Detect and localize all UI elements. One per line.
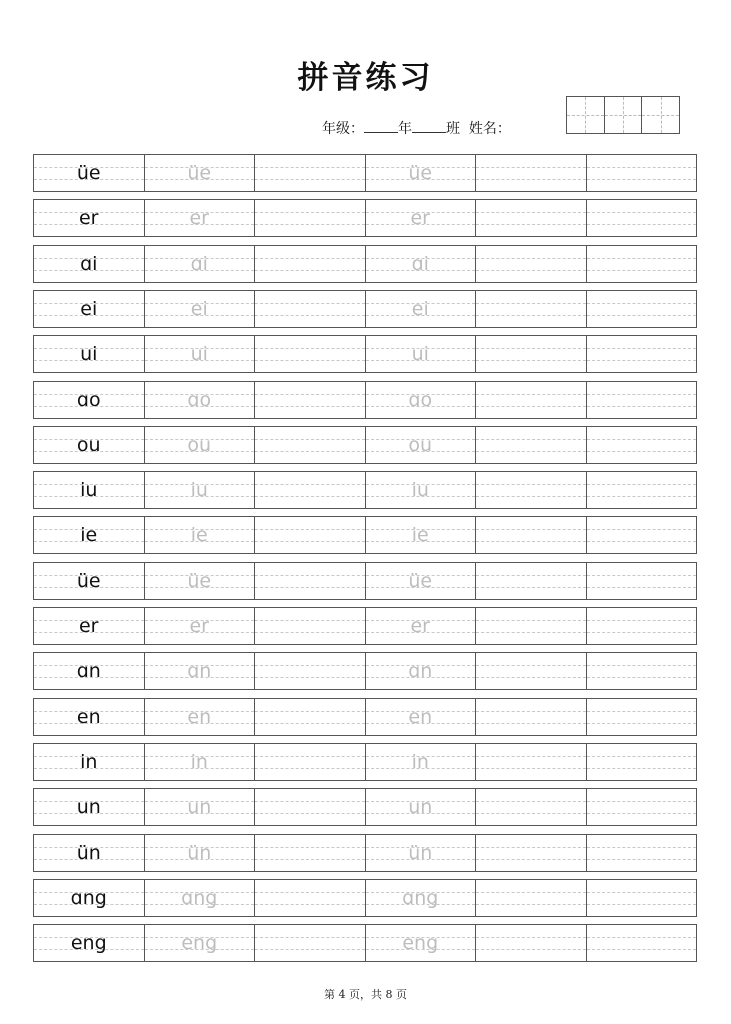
- pinyin-trace-text: iu: [190, 479, 208, 502]
- name-cell[interactable]: [605, 97, 643, 133]
- trace-cell[interactable]: [366, 382, 477, 418]
- writing-cell[interactable]: [476, 427, 587, 463]
- writing-cell[interactable]: [587, 880, 697, 916]
- model-cell: [34, 472, 145, 508]
- writing-cell[interactable]: [255, 472, 366, 508]
- trace-cell[interactable]: [366, 925, 477, 961]
- name-label: 姓名：: [468, 121, 511, 137]
- model-cell: [34, 336, 145, 372]
- trace-cell[interactable]: [366, 427, 477, 463]
- practice-row: [33, 290, 697, 328]
- writing-cell[interactable]: [587, 517, 697, 553]
- page-title: 拼音练习: [297, 60, 434, 96]
- model-cell: [34, 155, 145, 191]
- trace-cell[interactable]: [145, 427, 256, 463]
- writing-cell[interactable]: [255, 744, 366, 780]
- writing-cell[interactable]: [255, 517, 366, 553]
- pinyin-model-text: ɑo: [76, 388, 101, 411]
- pinyin-trace-text: ɑn: [187, 660, 212, 683]
- class-suffix: 班: [446, 121, 460, 137]
- writing-cell[interactable]: [255, 835, 366, 871]
- pinyin-trace-text: ou: [187, 433, 212, 456]
- pinyin-trace-text: ün: [408, 841, 433, 864]
- pinyin-trace-text: er: [189, 615, 209, 637]
- pinyin-trace-text: ui: [190, 343, 208, 366]
- model-cell: [34, 653, 145, 689]
- trace-cell[interactable]: [366, 880, 477, 916]
- trace-cell[interactable]: [366, 291, 477, 327]
- writing-cell[interactable]: [476, 336, 587, 372]
- pinyin-trace-text: ɑn: [408, 660, 433, 683]
- model-cell: [34, 699, 145, 735]
- writing-cell[interactable]: [476, 246, 587, 282]
- practice-row: [33, 924, 697, 962]
- pinyin-trace-text: üe: [408, 569, 433, 592]
- pinyin-model-text: ɑng: [70, 886, 107, 909]
- model-cell: [34, 427, 145, 463]
- pinyin-trace-text: un: [408, 796, 433, 819]
- writing-cell[interactable]: [255, 246, 366, 282]
- model-cell: [34, 744, 145, 780]
- trace-cell[interactable]: [145, 608, 256, 644]
- year-suffix: 年: [398, 121, 412, 137]
- trace-cell[interactable]: [145, 517, 256, 553]
- model-cell: [34, 835, 145, 871]
- pinyin-trace-text: un: [187, 796, 212, 819]
- writing-cell[interactable]: [476, 653, 587, 689]
- pinyin-trace-text: ün: [187, 841, 212, 864]
- writing-cell[interactable]: [587, 563, 697, 599]
- writing-cell[interactable]: [476, 835, 587, 871]
- trace-cell[interactable]: [145, 200, 256, 236]
- pinyin-trace-text: ɑi: [411, 252, 429, 275]
- trace-cell[interactable]: [366, 563, 477, 599]
- trace-cell[interactable]: [366, 835, 477, 871]
- pinyin-model-text: eng: [70, 932, 107, 955]
- writing-cell[interactable]: [476, 382, 587, 418]
- writing-cell[interactable]: [587, 699, 697, 735]
- writing-cell[interactable]: [255, 382, 366, 418]
- writing-cell[interactable]: [255, 336, 366, 372]
- pinyin-trace-text: en: [187, 705, 212, 728]
- pinyin-model-text: üe: [76, 569, 101, 592]
- pinyin-model-text: en: [76, 705, 101, 728]
- model-cell: [34, 925, 145, 961]
- writing-cell[interactable]: [476, 517, 587, 553]
- trace-cell[interactable]: [145, 880, 256, 916]
- pinyin-model-text: in: [80, 750, 98, 773]
- trace-cell[interactable]: [145, 382, 256, 418]
- writing-cell[interactable]: [255, 563, 366, 599]
- practice-row: [33, 245, 697, 283]
- practice-row: [33, 607, 697, 645]
- practice-row: [33, 879, 697, 917]
- writing-cell[interactable]: [587, 336, 697, 372]
- writing-cell[interactable]: [587, 155, 697, 191]
- trace-cell[interactable]: [145, 246, 256, 282]
- writing-cell[interactable]: [587, 608, 697, 644]
- pinyin-trace-text: er: [410, 615, 430, 637]
- writing-cell[interactable]: [587, 789, 697, 825]
- pinyin-trace-text: ɑo: [187, 388, 212, 411]
- practice-row: [33, 154, 697, 192]
- practice-row: [33, 426, 697, 464]
- writing-cell[interactable]: [255, 608, 366, 644]
- pinyin-trace-text: en: [408, 705, 433, 728]
- trace-cell[interactable]: [366, 200, 477, 236]
- pinyin-trace-text: ɑi: [190, 252, 208, 275]
- trace-cell[interactable]: [366, 608, 477, 644]
- writing-cell[interactable]: [476, 789, 587, 825]
- pinyin-trace-text: ui: [411, 343, 429, 366]
- writing-cell[interactable]: [255, 155, 366, 191]
- writing-cell[interactable]: [476, 699, 587, 735]
- writing-cell[interactable]: [587, 291, 697, 327]
- pinyin-model-text: er: [78, 207, 99, 230]
- pinyin-model-text: üe: [76, 162, 101, 184]
- writing-cell[interactable]: [255, 699, 366, 735]
- practice-row: [33, 788, 697, 826]
- writing-cell[interactable]: [255, 200, 366, 236]
- pinyin-trace-text: eng: [402, 932, 439, 955]
- trace-cell[interactable]: [145, 653, 256, 689]
- writing-cell[interactable]: [255, 789, 366, 825]
- practice-row: [33, 381, 697, 419]
- writing-cell[interactable]: [587, 200, 697, 236]
- trace-cell[interactable]: [366, 653, 477, 689]
- pinyin-trace-text: ie: [190, 524, 208, 547]
- practice-row: [33, 652, 697, 690]
- writing-cell[interactable]: [587, 925, 697, 961]
- pinyin-trace-text: iu: [411, 479, 429, 502]
- pinyin-model-text: ou: [76, 433, 101, 456]
- practice-row: [33, 516, 697, 554]
- pinyin-trace-text: üe: [408, 162, 433, 184]
- class-blank[interactable]: [412, 118, 446, 133]
- trace-cell[interactable]: [366, 472, 477, 508]
- practice-row: [33, 335, 697, 373]
- model-cell: [34, 200, 145, 236]
- writing-cell[interactable]: [587, 246, 697, 282]
- trace-cell[interactable]: [145, 835, 256, 871]
- practice-row: [33, 834, 697, 872]
- model-cell: [34, 563, 145, 599]
- writing-cell[interactable]: [476, 155, 587, 191]
- pinyin-model-text: ɑi: [80, 252, 98, 275]
- pinyin-model-text: ei: [80, 297, 98, 320]
- pinyin-trace-text: ei: [190, 297, 208, 320]
- pinyin-model-text: ɑn: [76, 660, 101, 683]
- pinyin-trace-text: ie: [411, 524, 429, 547]
- trace-cell[interactable]: [145, 336, 256, 372]
- trace-cell[interactable]: [145, 789, 256, 825]
- pinyin-trace-text: er: [410, 207, 430, 230]
- model-cell: [34, 880, 145, 916]
- trace-cell[interactable]: [145, 699, 256, 735]
- grade-label: 年级：: [322, 121, 364, 137]
- pinyin-trace-text: ei: [411, 297, 429, 320]
- writing-cell[interactable]: [476, 472, 587, 508]
- writing-cell[interactable]: [255, 925, 366, 961]
- grade-blank[interactable]: [364, 118, 398, 133]
- writing-cell[interactable]: [587, 653, 697, 689]
- writing-cell[interactable]: [587, 472, 697, 508]
- writing-cell[interactable]: [587, 427, 697, 463]
- model-cell: [34, 291, 145, 327]
- trace-cell[interactable]: [145, 744, 256, 780]
- writing-cell[interactable]: [587, 835, 697, 871]
- practice-row: [33, 743, 697, 781]
- trace-cell[interactable]: [366, 155, 477, 191]
- trace-cell[interactable]: [366, 517, 477, 553]
- pinyin-trace-text: üe: [187, 569, 212, 592]
- writing-cell[interactable]: [476, 200, 587, 236]
- model-cell: [34, 246, 145, 282]
- pinyin-trace-text: ɑng: [402, 886, 439, 909]
- pinyin-model-text: er: [78, 615, 99, 637]
- page-footer: 第 4 页，共 8 页: [324, 988, 407, 1001]
- practice-row: [33, 562, 697, 600]
- trace-cell[interactable]: [366, 789, 477, 825]
- pinyin-model-text: iu: [80, 479, 98, 502]
- pinyin-model-text: ui: [80, 343, 98, 366]
- writing-cell[interactable]: [587, 744, 697, 780]
- trace-cell[interactable]: [145, 472, 256, 508]
- name-writing-box[interactable]: [566, 96, 680, 134]
- trace-cell[interactable]: [366, 744, 477, 780]
- trace-cell[interactable]: [366, 246, 477, 282]
- pinyin-model-text: un: [76, 796, 101, 819]
- writing-cell[interactable]: [255, 291, 366, 327]
- pinyin-trace-text: er: [189, 207, 209, 230]
- pinyin-trace-text: üe: [187, 162, 212, 184]
- student-info: [322, 118, 511, 138]
- pinyin-model-text: ün: [76, 841, 101, 864]
- name-cell[interactable]: [567, 97, 605, 133]
- model-cell: [34, 789, 145, 825]
- writing-cell[interactable]: [255, 427, 366, 463]
- pinyin-model-text: ie: [80, 524, 98, 547]
- trace-cell[interactable]: [145, 291, 256, 327]
- writing-cell[interactable]: [476, 608, 587, 644]
- trace-cell[interactable]: [145, 155, 256, 191]
- practice-row: [33, 471, 697, 509]
- trace-cell[interactable]: [366, 336, 477, 372]
- trace-cell[interactable]: [145, 925, 256, 961]
- pinyin-trace-text: in: [411, 750, 429, 773]
- pinyin-trace-text: ou: [408, 433, 433, 456]
- trace-cell[interactable]: [366, 699, 477, 735]
- writing-cell[interactable]: [476, 925, 587, 961]
- writing-cell[interactable]: [476, 291, 587, 327]
- writing-cell[interactable]: [476, 744, 587, 780]
- writing-cell[interactable]: [587, 382, 697, 418]
- writing-cell[interactable]: [255, 653, 366, 689]
- writing-cell[interactable]: [476, 880, 587, 916]
- model-cell: [34, 608, 145, 644]
- practice-row: [33, 199, 697, 237]
- model-cell: [34, 517, 145, 553]
- pinyin-trace-text: eng: [181, 932, 218, 955]
- trace-cell[interactable]: [145, 563, 256, 599]
- pinyin-trace-text: in: [190, 750, 208, 773]
- pinyin-trace-text: ɑo: [408, 388, 433, 411]
- pinyin-trace-text: ɑng: [181, 886, 218, 909]
- writing-cell[interactable]: [255, 880, 366, 916]
- name-cell[interactable]: [642, 97, 679, 133]
- writing-cell[interactable]: [476, 563, 587, 599]
- practice-row: [33, 698, 697, 736]
- model-cell: [34, 382, 145, 418]
